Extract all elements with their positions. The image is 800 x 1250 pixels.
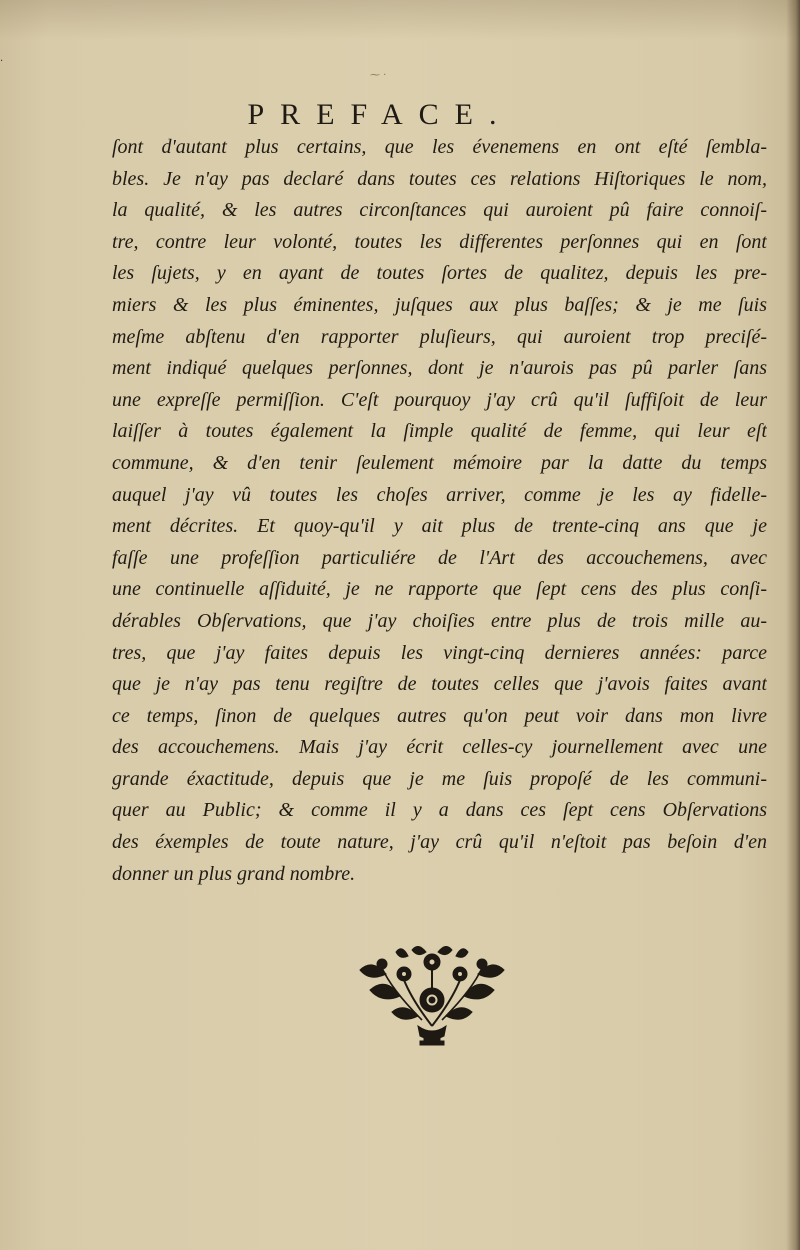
body-text [112,132,767,890]
text-line: bles. Je n'ay pas declaré dans toutes ces relations Hiſtoriques le nom, [112,167,767,190]
headpiece-trace: ⁓ · [370,70,387,81]
text-line: miers & les plus éminentes, juſques aux plus baſſes; & je me ſuis [112,293,767,316]
floral-vase-ornament-icon [352,940,512,1050]
text-line: une continuelle aſſiduité, je ne rapporte que ſept cens des plus conſi- [112,578,767,601]
text-line: grande éxactitude, depuis que je me ſuis propoſé de les communi- [112,767,767,790]
text-line: tre, contre leur volonté, toutes les differentes perſonnes qui en ſont [112,230,767,253]
text-line: dérables Obſervations, que j'ay choiſies entre plus de trois mille au- [112,609,767,632]
text-line: tres, que j'ay faites depuis les vingt-cinq dernieres années: parce [112,641,767,664]
text-line: une expreſſe permiſſion. C'eſt pourquoy j'ay crû qu'il ſuffiſoit de leur [112,388,767,411]
page-binding-edge [786,0,800,1250]
text-line: meſme abſtenu d'en rapporter pluſieurs, qui auroient trop preciſé- [112,325,767,348]
text-line: faſſe une profeſſion particuliére de l'Art des accouchemens, avec [112,546,767,569]
page-title: PREFACE. [247,98,513,131]
ink-speck: · [0,56,4,67]
text-line: que je n'ay pas tenu regiſtre de toutes celles que j'avois faites avant [112,673,767,696]
text-line: les ſujets, y en ayant de toutes ſortes de qualitez, depuis les pre- [112,262,767,285]
text-line: ment indiqué quelques perſonnes, dont je n'aurois pas pû parler ſans [112,357,767,380]
text-line: la qualité, & les autres circonſtances qui auroient pû faire connoiſ- [112,199,767,222]
page-shadow [0,0,800,40]
text-line: commune, & d'en tenir ſeulement mémoire par la datte du temps [112,451,767,474]
text-line: laiſſer à toutes également la ſimple qualité de femme, qui leur eſt [112,420,767,443]
text-line: quer au Public; & comme il y a dans ces ſept cens Obſervations [112,799,767,822]
text-line: ce temps, ſinon de quelques autres qu'on peut voir dans mon livre [112,704,767,727]
text-line: ſont d'autant plus certains, que les évenemens en ont eſté ſembla- [112,136,767,158]
text-line: des éxemples de toute nature, j'ay crû qu'il n'eſtoit pas beſoin d'en [112,831,767,854]
text-line: des accouchemens. Mais j'ay écrit celles-cy journellement avec une [112,736,767,759]
text-line: ment décrites. Et quoy-qu'il y ait plus de trente-cinq ans que je [112,515,767,538]
text-line: donner un plus grand nombre. [112,862,356,885]
text-line: auquel j'ay vû toutes les choſes arriver, comme je les ay fidelle- [112,483,767,506]
